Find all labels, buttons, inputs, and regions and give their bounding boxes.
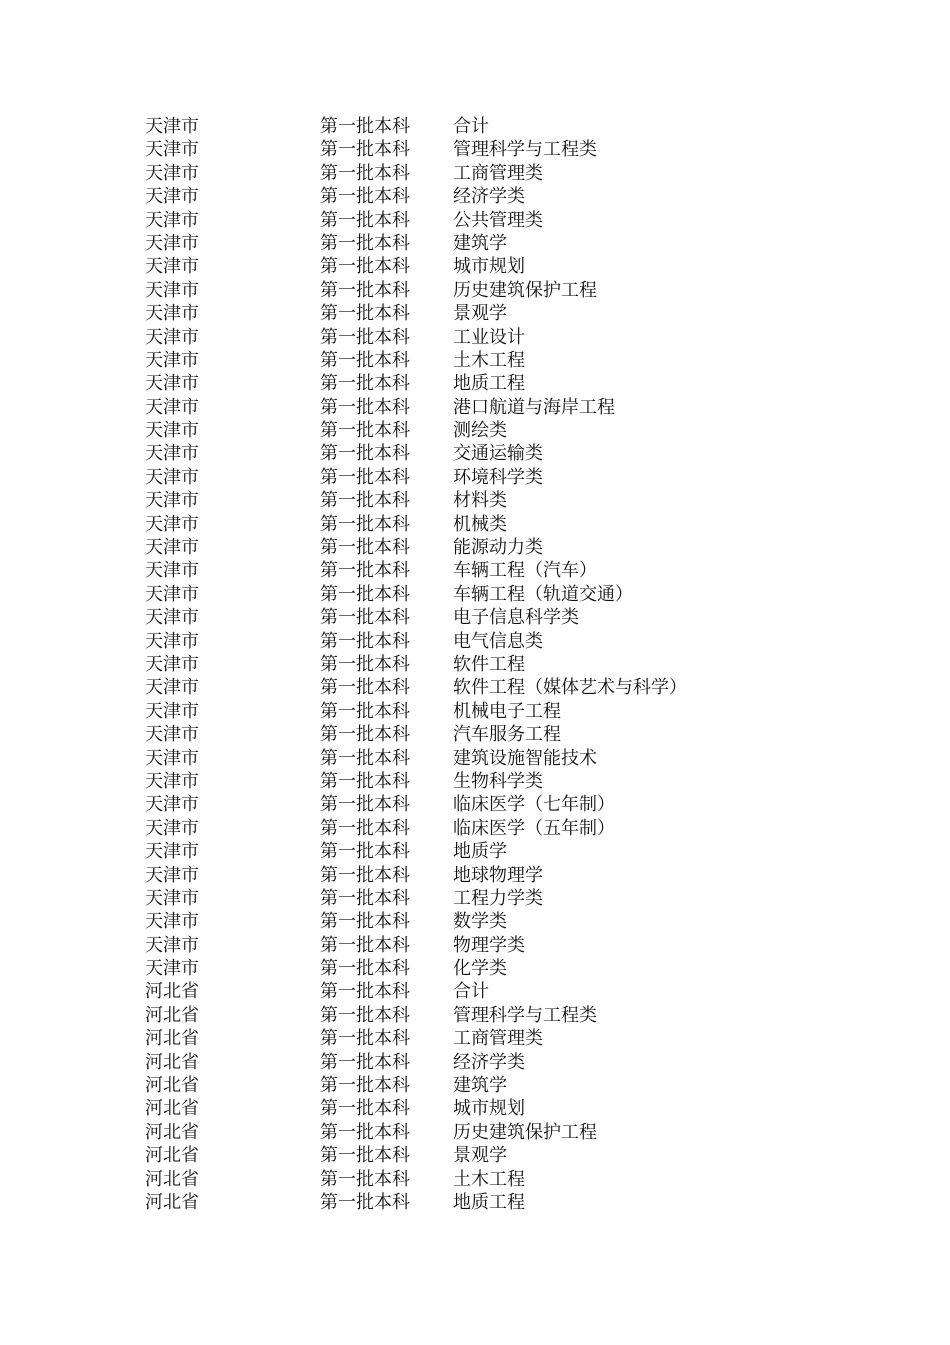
table-row xyxy=(145,209,845,232)
major-cell: 机械类 xyxy=(453,513,507,535)
table-row xyxy=(145,232,845,255)
major-cell: 环境科学类 xyxy=(453,466,543,488)
major-cell: 经济学类 xyxy=(453,186,525,208)
major-cell: 建筑设施智能技术 xyxy=(453,747,597,769)
batch-cell: 第一批本科 xyxy=(320,560,410,582)
province-cell: 天津市 xyxy=(145,186,199,208)
batch-cell: 第一批本科 xyxy=(320,1075,410,1097)
province-cell: 天津市 xyxy=(145,373,199,395)
province-cell: 天津市 xyxy=(145,560,199,582)
table-row xyxy=(145,1121,845,1144)
province-cell: 天津市 xyxy=(145,911,199,933)
major-cell: 工程力学类 xyxy=(453,887,543,909)
table-row xyxy=(145,934,845,957)
major-cell: 电子信息科学类 xyxy=(453,607,579,629)
batch-cell: 第一批本科 xyxy=(320,1191,410,1213)
batch-cell: 第一批本科 xyxy=(320,864,410,886)
table-row xyxy=(145,723,845,746)
province-cell: 天津市 xyxy=(145,396,199,418)
major-cell: 合计 xyxy=(453,116,489,137)
province-cell: 河北省 xyxy=(145,1051,199,1073)
major-cell: 电气信息类 xyxy=(453,630,543,652)
table-row xyxy=(145,255,845,278)
major-cell: 临床医学（七年制） xyxy=(453,794,615,816)
batch-cell: 第一批本科 xyxy=(320,1098,410,1120)
province-cell: 河北省 xyxy=(145,981,199,1003)
province-cell: 天津市 xyxy=(145,303,199,325)
table-row xyxy=(145,817,845,840)
major-cell: 地质学 xyxy=(453,841,507,863)
major-cell: 工商管理类 xyxy=(453,1028,543,1050)
major-cell: 地球物理学 xyxy=(453,864,543,886)
table-row xyxy=(145,1074,845,1097)
major-cell: 软件工程（媒体艺术与科学） xyxy=(453,677,687,699)
table-row xyxy=(145,770,845,793)
table-row xyxy=(145,326,845,349)
major-cell: 地质工程 xyxy=(453,373,525,395)
batch-cell: 第一批本科 xyxy=(320,116,410,137)
table-row xyxy=(145,1191,845,1214)
province-cell: 河北省 xyxy=(145,1075,199,1097)
batch-cell: 第一批本科 xyxy=(320,958,410,980)
province-cell: 天津市 xyxy=(145,513,199,535)
table-row xyxy=(145,138,845,161)
province-cell: 天津市 xyxy=(145,209,199,231)
table-row xyxy=(145,700,845,723)
table-row xyxy=(145,957,845,980)
major-cell: 工商管理类 xyxy=(453,162,543,184)
major-cell: 合计 xyxy=(453,981,489,1003)
province-cell: 天津市 xyxy=(145,700,199,722)
table-row xyxy=(145,162,845,185)
province-cell: 天津市 xyxy=(145,724,199,746)
province-cell: 天津市 xyxy=(145,677,199,699)
table-row xyxy=(145,747,845,770)
province-cell: 天津市 xyxy=(145,887,199,909)
table-row xyxy=(145,864,845,887)
batch-cell: 第一批本科 xyxy=(320,630,410,652)
province-cell: 天津市 xyxy=(145,607,199,629)
major-cell: 管理科学与工程类 xyxy=(453,139,597,161)
table-row xyxy=(145,980,845,1003)
batch-cell: 第一批本科 xyxy=(320,677,410,699)
major-cell: 城市规划 xyxy=(453,256,525,278)
major-cell: 建筑学 xyxy=(453,1075,507,1097)
batch-cell: 第一批本科 xyxy=(320,724,410,746)
table-row xyxy=(145,630,845,653)
table-row xyxy=(145,302,845,325)
province-cell: 天津市 xyxy=(145,630,199,652)
table-row xyxy=(145,349,845,372)
batch-cell: 第一批本科 xyxy=(320,373,410,395)
major-cell: 汽车服务工程 xyxy=(453,724,561,746)
province-cell: 天津市 xyxy=(145,653,199,675)
batch-cell: 第一批本科 xyxy=(320,1051,410,1073)
province-cell: 天津市 xyxy=(145,139,199,161)
province-cell: 天津市 xyxy=(145,747,199,769)
batch-cell: 第一批本科 xyxy=(320,700,410,722)
province-cell: 天津市 xyxy=(145,279,199,301)
batch-cell: 第一批本科 xyxy=(320,1121,410,1143)
batch-cell: 第一批本科 xyxy=(320,770,410,792)
batch-cell: 第一批本科 xyxy=(320,232,410,254)
batch-cell: 第一批本科 xyxy=(320,209,410,231)
major-cell: 测绘类 xyxy=(453,420,507,442)
table-row xyxy=(145,279,845,302)
table-row xyxy=(145,559,845,582)
table-row xyxy=(145,1051,845,1074)
batch-cell: 第一批本科 xyxy=(320,1004,410,1026)
major-cell: 管理科学与工程类 xyxy=(453,1004,597,1026)
major-cell: 土木工程 xyxy=(453,349,525,371)
table-row xyxy=(145,372,845,395)
table-row xyxy=(145,115,845,138)
major-cell: 车辆工程（轨道交通） xyxy=(453,583,633,605)
batch-cell: 第一批本科 xyxy=(320,1168,410,1190)
province-cell: 天津市 xyxy=(145,770,199,792)
province-cell: 天津市 xyxy=(145,232,199,254)
table-row xyxy=(145,466,845,489)
major-cell: 公共管理类 xyxy=(453,209,543,231)
table-row xyxy=(145,653,845,676)
province-cell: 天津市 xyxy=(145,537,199,559)
table-row xyxy=(145,513,845,536)
batch-cell: 第一批本科 xyxy=(320,981,410,1003)
batch-cell: 第一批本科 xyxy=(320,186,410,208)
province-cell: 河北省 xyxy=(145,1028,199,1050)
major-cell: 能源动力类 xyxy=(453,537,543,559)
batch-cell: 第一批本科 xyxy=(320,139,410,161)
table-row xyxy=(145,442,845,465)
major-cell: 材料类 xyxy=(453,490,507,512)
major-cell: 土木工程 xyxy=(453,1168,525,1190)
batch-cell: 第一批本科 xyxy=(320,607,410,629)
table-row xyxy=(145,793,845,816)
batch-cell: 第一批本科 xyxy=(320,279,410,301)
province-cell: 天津市 xyxy=(145,162,199,184)
batch-cell: 第一批本科 xyxy=(320,490,410,512)
table-row xyxy=(145,419,845,442)
major-cell: 城市规划 xyxy=(453,1098,525,1120)
province-cell: 天津市 xyxy=(145,583,199,605)
major-cell: 化学类 xyxy=(453,958,507,980)
table-row xyxy=(145,1168,845,1191)
batch-cell: 第一批本科 xyxy=(320,583,410,605)
table-row xyxy=(145,583,845,606)
major-cell: 生物科学类 xyxy=(453,770,543,792)
province-cell: 河北省 xyxy=(145,1168,199,1190)
major-cell: 机械电子工程 xyxy=(453,700,561,722)
batch-cell: 第一批本科 xyxy=(320,747,410,769)
province-cell: 河北省 xyxy=(145,1121,199,1143)
batch-cell: 第一批本科 xyxy=(320,1028,410,1050)
major-cell: 软件工程 xyxy=(453,653,525,675)
province-cell: 天津市 xyxy=(145,466,199,488)
batch-cell: 第一批本科 xyxy=(320,537,410,559)
batch-cell: 第一批本科 xyxy=(320,162,410,184)
province-cell: 河北省 xyxy=(145,1191,199,1213)
table-row xyxy=(145,606,845,629)
major-cell: 工业设计 xyxy=(453,326,525,348)
province-cell: 天津市 xyxy=(145,116,199,137)
batch-cell: 第一批本科 xyxy=(320,396,410,418)
province-cell: 天津市 xyxy=(145,817,199,839)
batch-cell: 第一批本科 xyxy=(320,256,410,278)
province-cell: 天津市 xyxy=(145,794,199,816)
province-cell: 天津市 xyxy=(145,326,199,348)
major-cell: 数学类 xyxy=(453,911,507,933)
table-row xyxy=(145,1027,845,1050)
major-cell: 港口航道与海岸工程 xyxy=(453,396,615,418)
batch-cell: 第一批本科 xyxy=(320,466,410,488)
major-cell: 景观学 xyxy=(453,303,507,325)
major-cell: 交通运输类 xyxy=(453,443,543,465)
batch-cell: 第一批本科 xyxy=(320,513,410,535)
batch-cell: 第一批本科 xyxy=(320,303,410,325)
province-cell: 天津市 xyxy=(145,958,199,980)
batch-cell: 第一批本科 xyxy=(320,934,410,956)
batch-cell: 第一批本科 xyxy=(320,326,410,348)
batch-cell: 第一批本科 xyxy=(320,817,410,839)
province-cell: 天津市 xyxy=(145,490,199,512)
major-cell: 历史建筑保护工程 xyxy=(453,279,597,301)
batch-cell: 第一批本科 xyxy=(320,443,410,465)
table-row xyxy=(145,910,845,933)
province-cell: 天津市 xyxy=(145,256,199,278)
batch-cell: 第一批本科 xyxy=(320,653,410,675)
major-cell: 景观学 xyxy=(453,1145,507,1167)
batch-cell: 第一批本科 xyxy=(320,887,410,909)
batch-cell: 第一批本科 xyxy=(320,911,410,933)
major-cell: 车辆工程（汽车） xyxy=(453,560,597,582)
batch-cell: 第一批本科 xyxy=(320,1145,410,1167)
province-cell: 河北省 xyxy=(145,1145,199,1167)
batch-cell: 第一批本科 xyxy=(320,841,410,863)
table-row xyxy=(145,887,845,910)
table-row xyxy=(145,489,845,512)
major-cell: 建筑学 xyxy=(453,232,507,254)
table-row xyxy=(145,1097,845,1120)
major-cell: 经济学类 xyxy=(453,1051,525,1073)
table-row xyxy=(145,676,845,699)
major-cell: 物理学类 xyxy=(453,934,525,956)
table-row xyxy=(145,1004,845,1027)
batch-cell: 第一批本科 xyxy=(320,349,410,371)
province-cell: 天津市 xyxy=(145,349,199,371)
province-cell: 河北省 xyxy=(145,1004,199,1026)
province-cell: 天津市 xyxy=(145,443,199,465)
batch-cell: 第一批本科 xyxy=(320,794,410,816)
batch-cell: 第一批本科 xyxy=(320,420,410,442)
table-row xyxy=(145,536,845,559)
major-cell: 地质工程 xyxy=(453,1191,525,1213)
province-cell: 天津市 xyxy=(145,864,199,886)
table-row xyxy=(145,396,845,419)
table-row xyxy=(145,1144,845,1167)
major-cell: 历史建筑保护工程 xyxy=(453,1121,597,1143)
province-cell: 天津市 xyxy=(145,934,199,956)
table-row xyxy=(145,840,845,863)
major-cell: 临床医学（五年制） xyxy=(453,817,615,839)
table-row xyxy=(145,185,845,208)
province-cell: 天津市 xyxy=(145,841,199,863)
province-cell: 河北省 xyxy=(145,1098,199,1120)
province-cell: 天津市 xyxy=(145,420,199,442)
data-table xyxy=(145,115,845,1214)
